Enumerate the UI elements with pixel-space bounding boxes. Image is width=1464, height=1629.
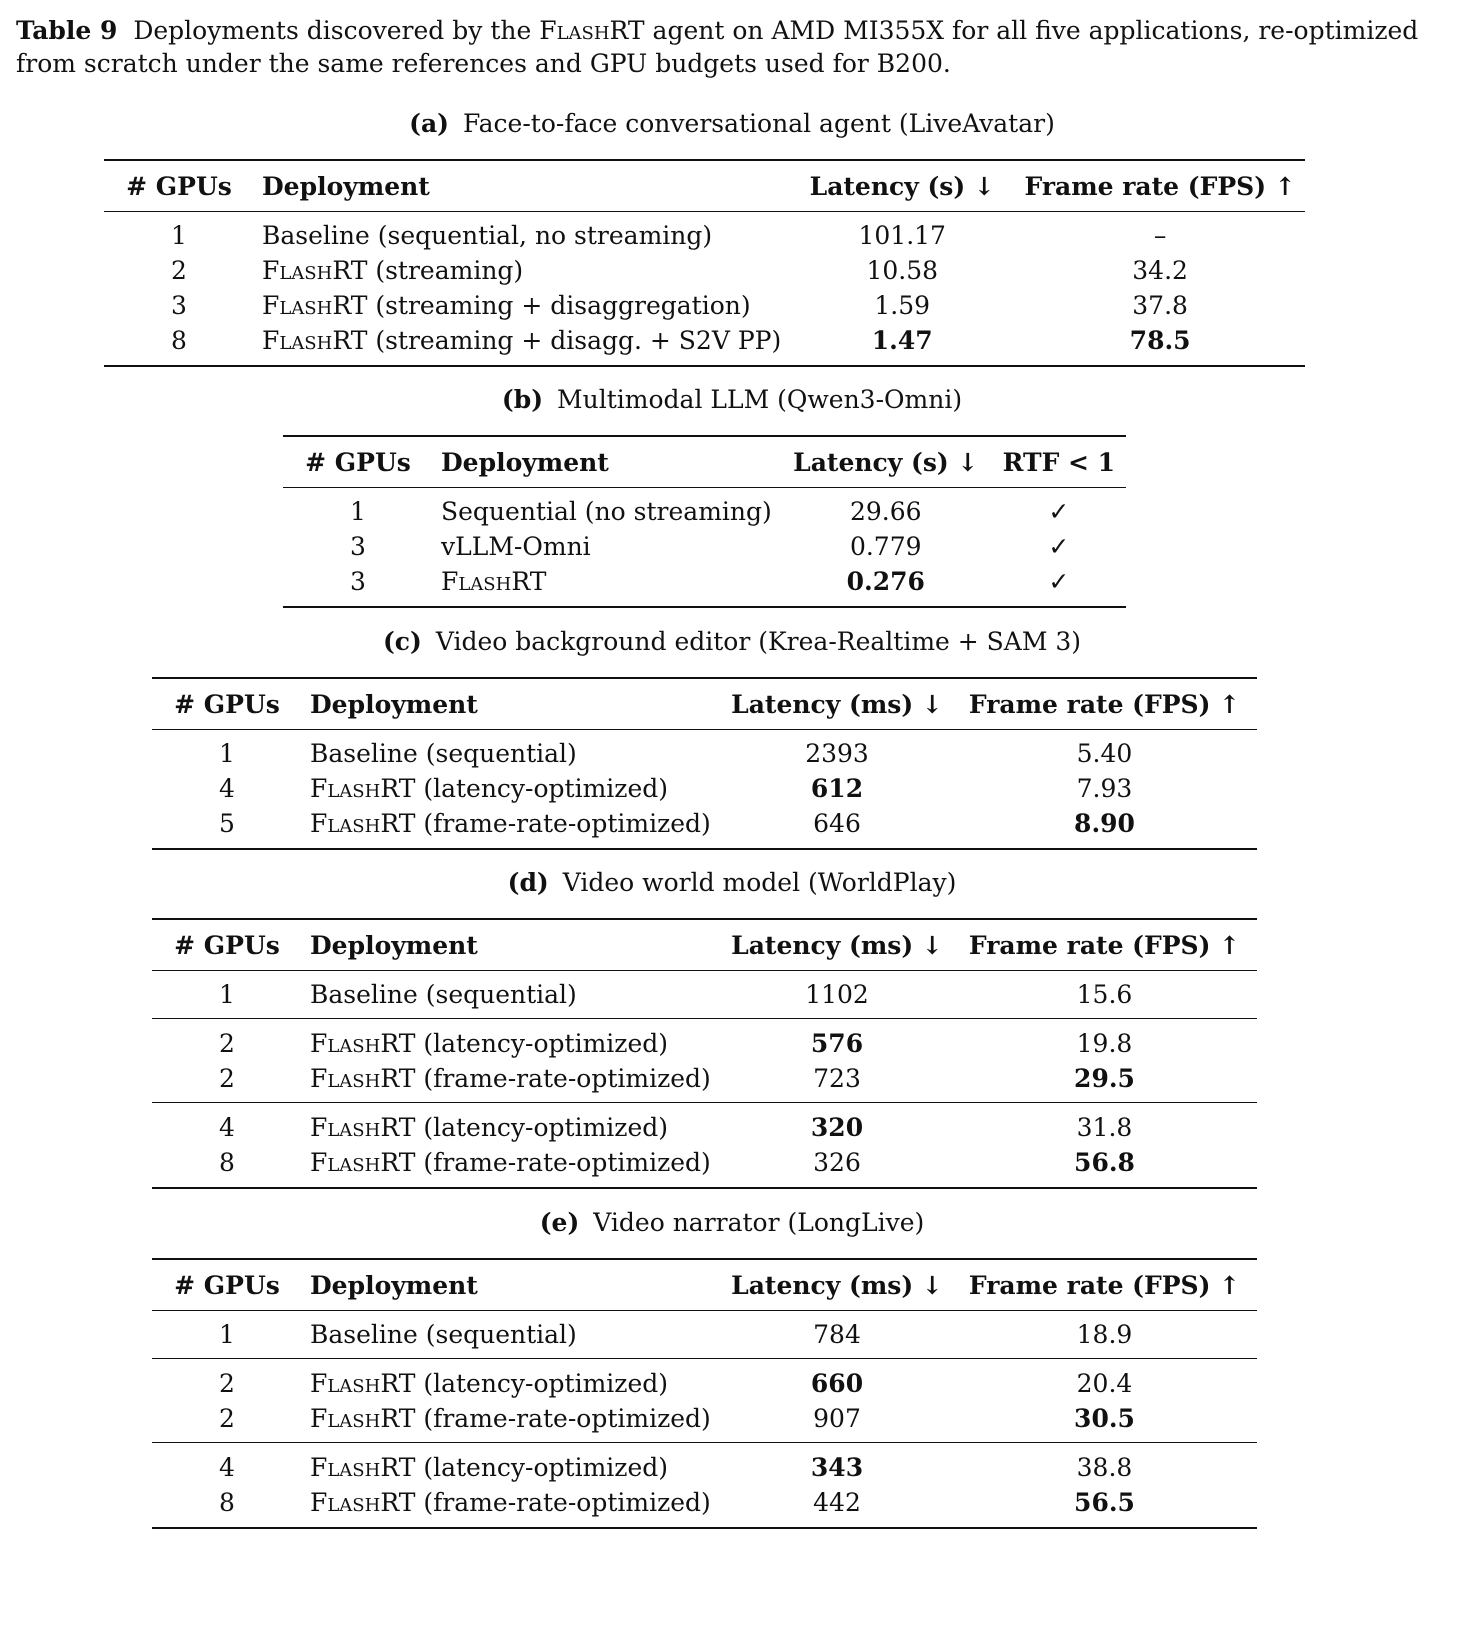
- cell-fps: 5.40: [1076, 739, 1133, 768]
- cell-deployment: FlashRT (streaming + disagg. + S2V PP): [262, 326, 782, 355]
- cell-deployment: FlashRT (frame-rate-optimized): [310, 1064, 711, 1093]
- cell-fps: 15.6: [1076, 980, 1133, 1009]
- cell-fps: 7.93: [1076, 774, 1133, 803]
- cell-deployment: FlashRT: [441, 567, 547, 596]
- cell-latency: 784: [813, 1320, 861, 1349]
- table-row: [152, 1103, 1257, 1146]
- cell-fps: 38.8: [952, 1443, 1257, 1486]
- header-rtf: RTF < 1: [992, 436, 1126, 488]
- table-row: [283, 564, 1126, 607]
- cell-latency-best: 1.47: [871, 326, 933, 355]
- cell-latency: 646: [813, 809, 861, 838]
- cell-gpus: 8: [171, 326, 187, 355]
- header-row: [283, 436, 1126, 488]
- cell-latency-best: 576: [722, 1019, 952, 1062]
- cell-fps: 31.8: [952, 1103, 1257, 1146]
- cell-gpus: 5: [219, 809, 235, 838]
- subtable-title: Multimodal LLM (Qwen3-Omni): [557, 385, 963, 414]
- header-latency: Latency (ms) ↓: [722, 1259, 952, 1311]
- cell-fps: 19.8: [952, 1019, 1257, 1062]
- cell-latency-best: 660: [722, 1359, 952, 1402]
- cell-latency-best: 343: [722, 1443, 952, 1486]
- header-fps: Frame rate (FPS) ↑: [952, 919, 1257, 971]
- cell-gpus: 8: [219, 1488, 235, 1517]
- cell-latency: 1102: [805, 980, 869, 1009]
- cell-latency: 326: [813, 1148, 861, 1177]
- subtable-label: (b): [501, 385, 544, 414]
- table-row: [104, 253, 1305, 288]
- table-row: [152, 1359, 1257, 1402]
- cell-deployment: vLLM-Omni: [441, 532, 591, 561]
- header-latency: Latency (ms) ↓: [722, 919, 952, 971]
- header-row: [104, 160, 1305, 212]
- table-row: [152, 806, 1257, 849]
- cell-gpus: 4: [152, 1103, 302, 1146]
- subtable-d-caption: [0, 868, 1464, 898]
- cell-fps-best: 78.5: [1129, 326, 1191, 355]
- cell-gpus: 3: [171, 291, 187, 320]
- table-row: [152, 1019, 1257, 1062]
- subtable-title: Face-to-face conversational agent (LiveAvatar): [463, 109, 1055, 138]
- cell-deployment: FlashRT (latency-optimized): [310, 774, 669, 803]
- cell-gpus: 3: [350, 532, 366, 561]
- cell-gpus: 8: [219, 1148, 235, 1177]
- cell-fps-best: 56.5: [1074, 1488, 1135, 1517]
- cell-fps-best: 8.90: [1074, 809, 1135, 838]
- cell-fps-best: 29.5: [1074, 1064, 1135, 1093]
- cell-latency-best: 320: [722, 1103, 952, 1146]
- cell-latency-best: 0.276: [846, 567, 925, 596]
- cell-deployment: FlashRT (frame-rate-optimized): [310, 1404, 711, 1433]
- cell-latency: 2393: [805, 739, 869, 768]
- cell-latency: 29.66: [849, 497, 922, 526]
- header-latency: Latency (ms) ↓: [722, 678, 952, 730]
- table-row: [152, 771, 1257, 806]
- table-e: [152, 1258, 1257, 1529]
- cell-gpus: 2: [152, 1019, 302, 1062]
- table-row: [152, 1401, 1257, 1443]
- table-d: [152, 918, 1257, 1189]
- cell-deployment: FlashRT (latency-optimized): [302, 1443, 722, 1486]
- table-row: [152, 971, 1257, 1019]
- header-deployment: Deployment: [302, 919, 722, 971]
- cell-fps-best: 56.8: [1074, 1148, 1135, 1177]
- table-row: [104, 323, 1305, 366]
- header-latency: Latency (s) ↓: [789, 160, 1015, 212]
- header-row: [152, 678, 1257, 730]
- cell-deployment: FlashRT (latency-optimized): [302, 1019, 722, 1062]
- cell-gpus: 1: [219, 1320, 235, 1349]
- header-fps: Frame rate (FPS) ↑: [952, 1259, 1257, 1311]
- table-row: [152, 1145, 1257, 1188]
- cell-gpus: 1: [219, 739, 235, 768]
- header-gpus: # GPUs: [104, 160, 254, 212]
- table-row: [104, 212, 1305, 254]
- cell-deployment: FlashRT (frame-rate-optimized): [310, 1488, 711, 1517]
- table-b: [283, 435, 1126, 608]
- subtable-a-caption: [0, 109, 1464, 139]
- table-row: [283, 488, 1126, 530]
- cell-deployment: Sequential (no streaming): [441, 497, 772, 526]
- cell-deployment: Baseline (sequential): [310, 980, 577, 1009]
- cell-deployment: FlashRT (frame-rate-optimized): [310, 1148, 711, 1177]
- table-row: [152, 1061, 1257, 1103]
- cell-gpus: 2: [219, 1064, 235, 1093]
- header-deployment: Deployment: [433, 436, 780, 488]
- cell-gpus: 4: [152, 1443, 302, 1486]
- cell-deployment: Baseline (sequential): [310, 1320, 577, 1349]
- header-row: [152, 1259, 1257, 1311]
- cell-fps: 37.8: [1132, 291, 1188, 320]
- header-gpus: # GPUs: [152, 1259, 302, 1311]
- table-c: [152, 677, 1257, 850]
- cell-fps: 34.2: [1132, 256, 1188, 285]
- header-latency: Latency (s) ↓: [780, 436, 992, 488]
- cell-deployment: FlashRT (latency-optimized): [302, 1359, 722, 1402]
- cell-deployment: FlashRT (frame-rate-optimized): [310, 809, 711, 838]
- table-a: [104, 159, 1305, 367]
- cell-deployment: Baseline (sequential): [310, 739, 577, 768]
- cell-latency: 1.59: [874, 291, 931, 320]
- cell-fps: 18.9: [1076, 1320, 1133, 1349]
- table-row: [152, 1311, 1257, 1359]
- cell-deployment: Baseline (sequential, no streaming): [262, 221, 713, 250]
- subtable-b-caption: [0, 385, 1464, 415]
- caption-text: Deployments discovered by the FlashRT agent on AMD MI355X for all five applications, re-optimized from scratch under the same references and GPU budgets used for B200.: [16, 16, 1419, 78]
- header-deployment: Deployment: [302, 678, 722, 730]
- cell-latency: 723: [813, 1064, 861, 1093]
- subtable-label: (d): [507, 868, 549, 897]
- checkmark-icon: ✓: [1048, 532, 1070, 561]
- checkmark-icon: ✓: [1048, 497, 1070, 526]
- subtable-label: (a): [409, 109, 449, 138]
- cell-fps: –: [1153, 221, 1167, 250]
- table-row: [283, 529, 1126, 564]
- subtable-c-caption: [0, 627, 1464, 657]
- cell-latency: 442: [813, 1488, 861, 1517]
- cell-gpus: 1: [350, 497, 366, 526]
- cell-fps-best: 30.5: [1074, 1404, 1135, 1433]
- cell-latency: 101.17: [858, 221, 946, 250]
- cell-deployment: FlashRT (latency-optimized): [302, 1103, 722, 1146]
- cell-gpus: 1: [219, 980, 235, 1009]
- cell-gpus: 2: [171, 256, 187, 285]
- header-deployment: Deployment: [302, 1259, 722, 1311]
- subtable-title: Video background editor (Krea-Realtime + SAM 3): [435, 627, 1082, 656]
- table-row: [152, 1443, 1257, 1486]
- header-gpus: # GPUs: [152, 919, 302, 971]
- header-gpus: # GPUs: [283, 436, 433, 488]
- cell-latency: 0.779: [849, 532, 922, 561]
- checkmark-icon: ✓: [1048, 567, 1070, 596]
- cell-gpus: 1: [171, 221, 187, 250]
- header-deployment: Deployment: [254, 160, 789, 212]
- cell-gpus: 2: [219, 1404, 235, 1433]
- subtable-title: Video narrator (LongLive): [593, 1208, 925, 1237]
- subtable-label: (e): [539, 1208, 580, 1237]
- cell-latency: 10.58: [866, 256, 939, 285]
- cell-deployment: FlashRT (streaming): [262, 256, 524, 285]
- header-fps: Frame rate (FPS) ↑: [952, 678, 1257, 730]
- header-gpus: # GPUs: [152, 678, 302, 730]
- table-row: [152, 730, 1257, 772]
- caption-label: Table 9: [16, 16, 118, 45]
- cell-fps: 20.4: [952, 1359, 1257, 1402]
- subtable-label: (c): [382, 627, 422, 656]
- cell-gpus: 3: [350, 567, 366, 596]
- cell-latency-best: 612: [810, 774, 864, 803]
- cell-gpus: 4: [219, 774, 235, 803]
- table-caption: [16, 14, 1448, 80]
- cell-gpus: 2: [152, 1359, 302, 1402]
- header-fps: Frame rate (FPS) ↑: [1015, 160, 1305, 212]
- cell-latency: 907: [813, 1404, 861, 1433]
- table-row: [104, 288, 1305, 323]
- header-row: [152, 919, 1257, 971]
- table-row: [152, 1485, 1257, 1528]
- subtable-title: Video world model (WorldPlay): [562, 868, 957, 897]
- cell-deployment: FlashRT (streaming + disaggregation): [262, 291, 751, 320]
- subtable-e-caption: [0, 1208, 1464, 1238]
